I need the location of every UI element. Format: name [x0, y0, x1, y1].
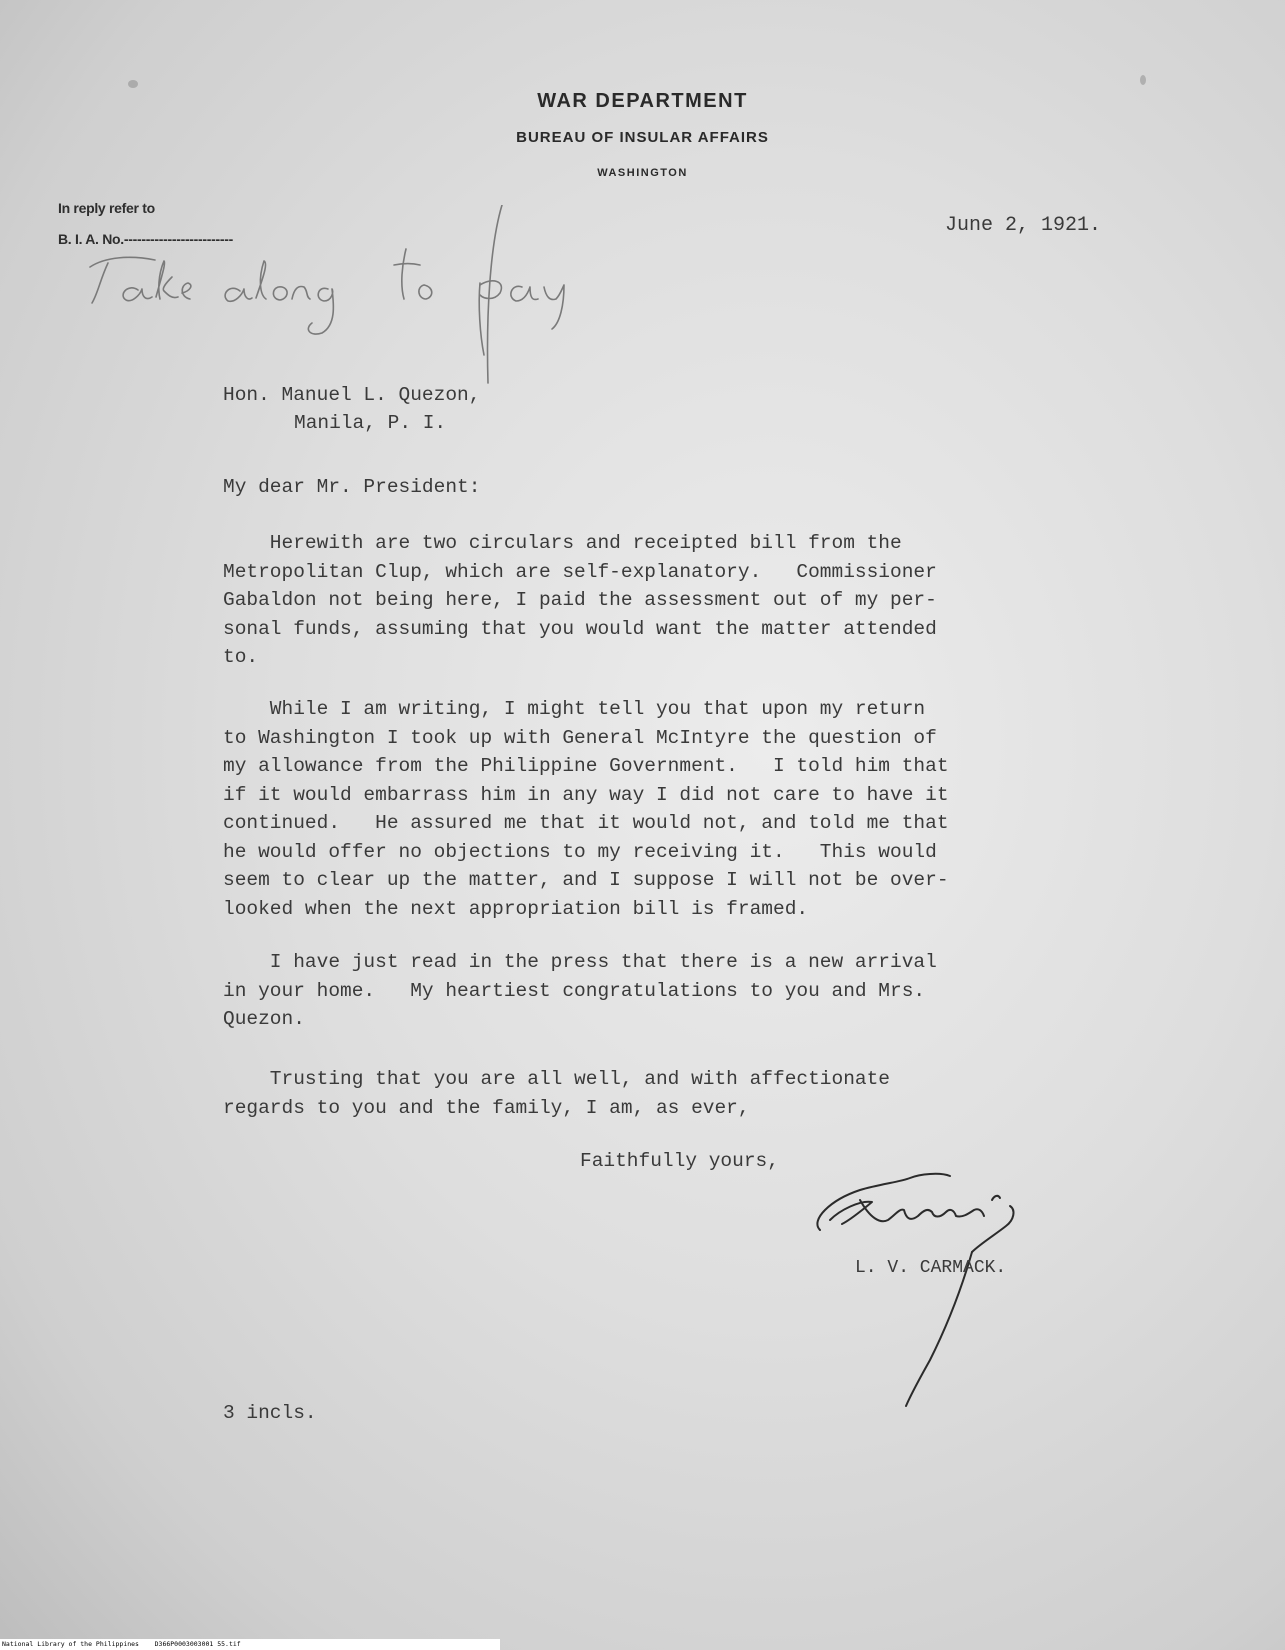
handwritten-signature: [800, 1160, 1100, 1410]
enclosures-note: 3 incls.: [223, 1402, 317, 1424]
reply-reference-label: In reply refer to: [58, 200, 155, 216]
archive-footer: National Library of the Philippines D366P0003003001 55.tif: [0, 1639, 500, 1650]
addressee-name: Hon. Manuel L. Quezon,: [223, 384, 481, 406]
letter-date: June 2, 1921.: [945, 214, 1102, 237]
body-paragraph: I have just read in the press that there is a new arrival in your home. My heartiest congratulations to you and Mrs. Quezon.: [223, 951, 937, 1030]
signer-name: L. V. CARMACK.: [855, 1258, 1007, 1278]
body-paragraph: Trusting that you are all well, and with affectionate regards to you and the family, I am, as ever,: [223, 1068, 891, 1119]
ink-spot: [128, 80, 138, 88]
ink-spot: [1140, 75, 1146, 85]
bia-number-field: B. I. A. No.-------------------------: [58, 231, 233, 247]
salutation: My dear Mr. President:: [223, 476, 481, 498]
letterhead-department: WAR DEPARTMENT: [537, 90, 748, 112]
letterhead-bureau: BUREAU OF INSULAR AFFAIRS: [516, 129, 769, 146]
letterhead-city: WASHINGTON: [597, 167, 688, 179]
handwritten-note: [60, 205, 620, 385]
complimentary-close: Faithfully yours,: [580, 1150, 779, 1172]
body-paragraph: While I am writing, I might tell you that upon my return to Washington I took up with General McIntyre the question of my allowance from the Philippine Government. I told him that if it would embarrass him in any way I did not care to have it continued. He assured me that it would not, and told me that he would offer no objections to my receiving it. This would seem to clear up the matter, and I suppose I will not be over- looked when the next appropriation bill is framed.: [223, 698, 949, 920]
addressee-location: Manila, P. I.: [294, 412, 447, 434]
body-paragraph: Herewith are two circulars and receipted bill from the Metropolitan Clup, which are self-explanatory. Commissioner Gabaldon not being here, I paid the assessment out of my per- sonal funds, assuming that you would want the matter attended to.: [223, 532, 937, 668]
